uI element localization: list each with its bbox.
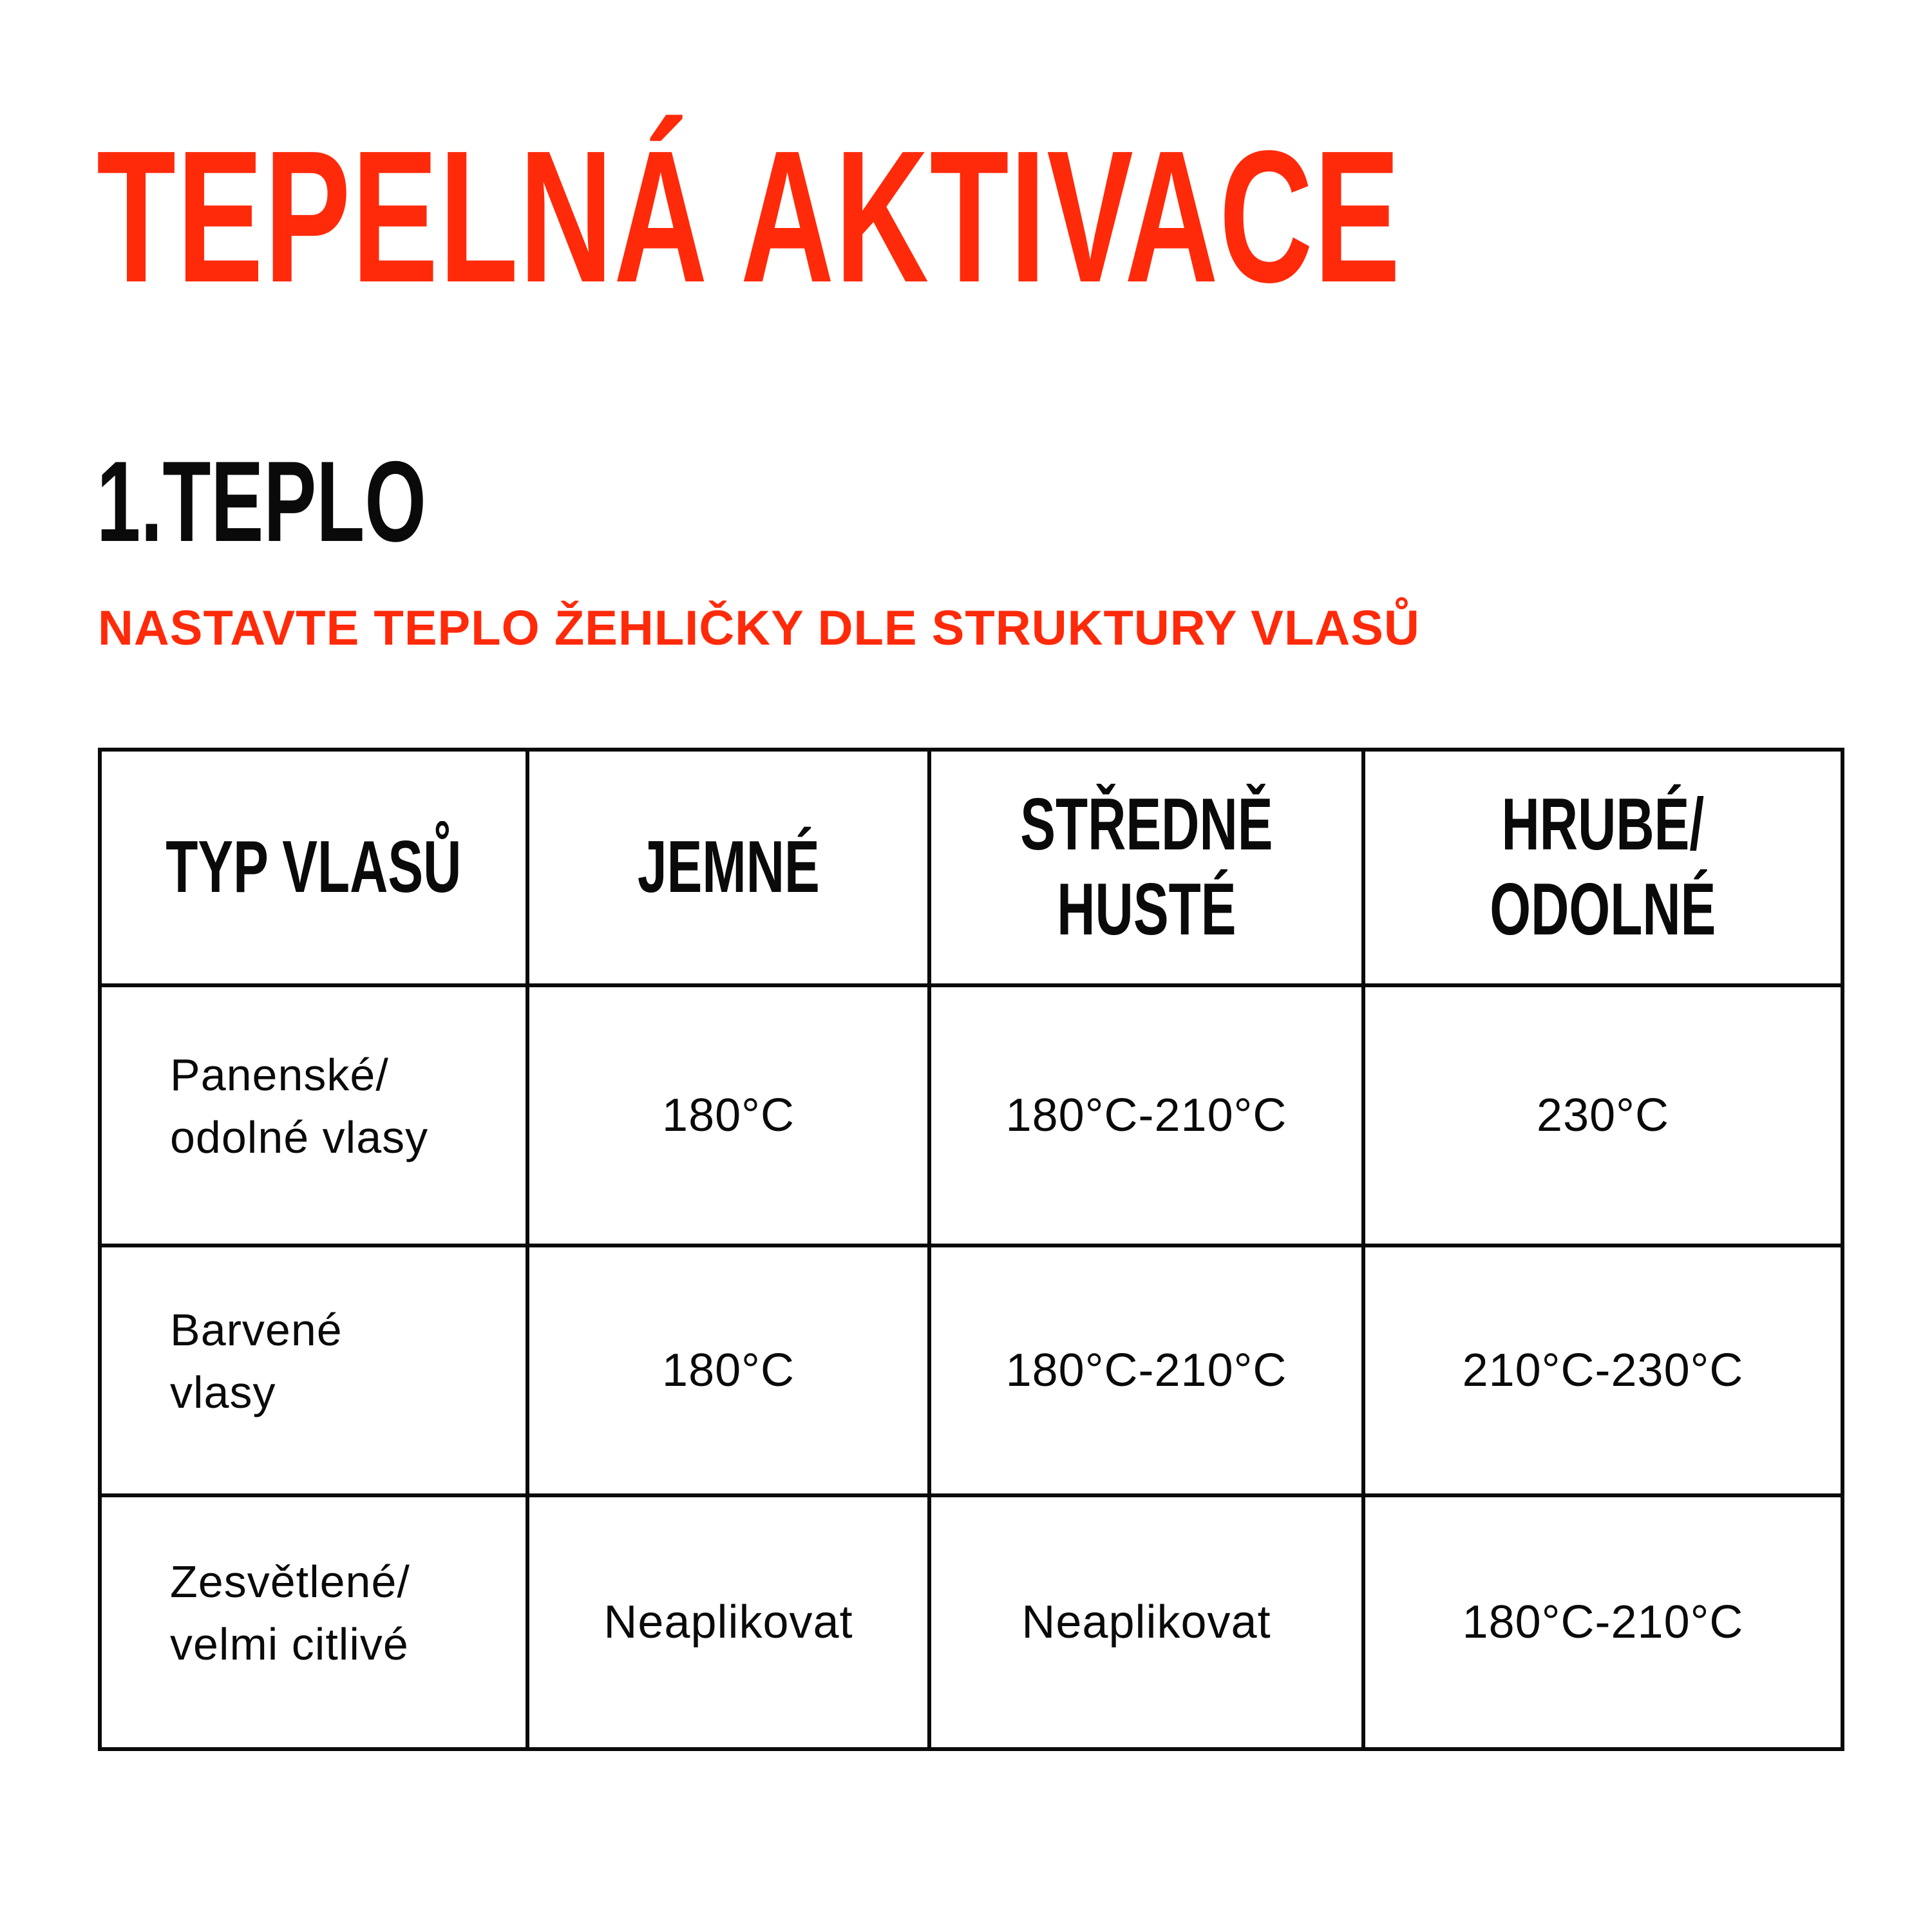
cell-value: 180°C-210°C — [929, 985, 1363, 1245]
table-row — [100, 985, 1842, 1245]
table-header-row — [100, 750, 1842, 985]
table-row — [100, 1495, 1842, 1749]
row-label: Panenské/ odolné vlasy — [100, 985, 527, 1245]
cell-value: 180°C — [527, 1245, 929, 1495]
cell-value: 180°C-210°C — [929, 1245, 1363, 1495]
header-cell-coarse — [1363, 750, 1842, 985]
header-label: HRUBÉ/ ODOLNÉ — [1490, 783, 1716, 951]
header-cell-medium — [929, 750, 1363, 985]
row-label: Zesvětlené/ velmi citlivé — [100, 1495, 527, 1749]
cell-value: 230°C — [1363, 985, 1842, 1245]
cell-value: Neaplikovat — [527, 1495, 929, 1749]
section-subheading: NASTAVTE TEPLO ŽEHLIČKY DLE STRUKTURY VLASŮ — [98, 601, 1420, 656]
cell-value: 180°C — [527, 985, 929, 1245]
header-cell-hair-type — [100, 750, 527, 985]
table-row — [100, 1245, 1842, 1495]
header-label: TYP VLASŮ — [166, 826, 462, 908]
section-heading: 1.TEPLO — [97, 437, 426, 565]
header-label: JEMNÉ — [637, 826, 820, 908]
cell-value: 210°C-230°C — [1363, 1245, 1842, 1495]
page-title: TEPELNÁ AKTIVACE — [97, 111, 1401, 321]
cell-value: Neaplikovat — [929, 1495, 1363, 1749]
header-cell-fine — [527, 750, 929, 985]
header-label: STŘEDNĚ HUSTÉ — [1019, 783, 1273, 951]
cell-value: 180°C-210°C — [1363, 1495, 1842, 1749]
heat-settings-table — [98, 748, 1844, 1751]
row-label: Barvené vlasy — [100, 1245, 527, 1495]
